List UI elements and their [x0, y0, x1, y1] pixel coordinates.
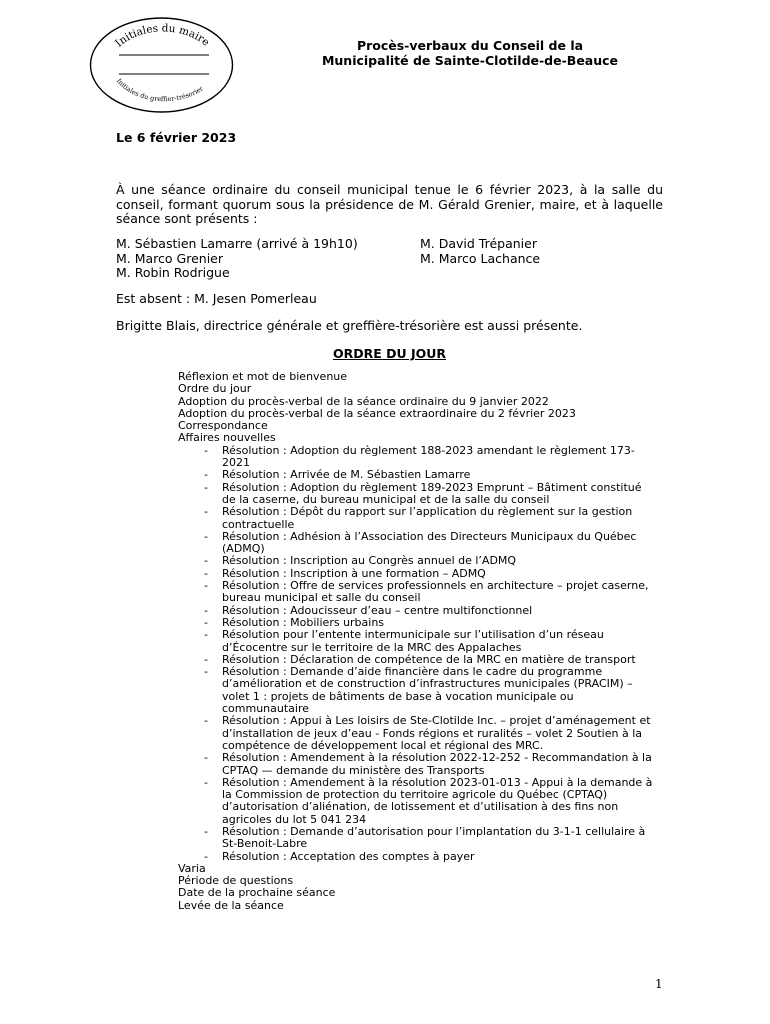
resolution-line: communautaire [222, 702, 310, 716]
agenda-item: Adoption du procès-verbal de la séance ordinaire du 9 janvier 2022 [178, 394, 549, 408]
bullet-dash: - [204, 775, 208, 789]
agenda-item: Ordre du jour [178, 382, 252, 396]
agenda-list [178, 371, 658, 912]
stamp-bottom-text: Initiales du greffier-trésorier [114, 77, 205, 104]
bullet-dash: - [204, 443, 208, 457]
resolution-line: de la caserne, du bureau municipal et de la salle du conseil [222, 492, 550, 506]
document-title [280, 38, 660, 68]
present-member: M. Sébastien Lamarre (arrivé à 19h10) [116, 236, 358, 251]
bullet-dash: - [204, 849, 208, 863]
agenda-resolution [178, 715, 658, 752]
page-number: 1 [655, 977, 663, 991]
resolution-line: Résolution : Mobiliers urbains [222, 615, 385, 629]
agenda-item: Levée de la séance [178, 898, 284, 912]
resolution-line: Résolution : Inscription à une formation – ADMQ [222, 566, 486, 580]
bullet-dash: - [204, 468, 208, 482]
resolution-line: Résolution : Adoption du règlement 188-2023 amendant le règlement 173- [222, 443, 635, 457]
resolution-line: compétence de développement local et régional des MRC. [222, 738, 544, 752]
resolution-line: Résolution : Adhésion à l’Association des Directeurs Municipaux du Québec [222, 529, 637, 543]
resolution-line: d’amélioration et de construction d’infrastructures municipales (PRACIM) – [222, 677, 633, 691]
bullet-dash: - [204, 579, 208, 593]
bullet-dash: - [204, 628, 208, 642]
agenda-title: ORDRE DU JOUR [332, 346, 447, 361]
agenda-resolution [178, 531, 658, 556]
meeting-date: Le 6 février 2023 [116, 130, 237, 145]
agenda-resolution [178, 469, 658, 481]
agenda-item: Adoption du procès-verbal de la séance extraordinaire du 2 février 2023 [178, 406, 576, 420]
resolution-line: Résolution : Amendement à la résolution 2022-12-252 - Recommandation à la [222, 751, 652, 765]
resolution-line: Résolution : Inscription au Congrès annuel de l’ADMQ [222, 554, 517, 568]
resolution-line: volet 1 : projets de bâtiments de base à vocation municipale ou [222, 689, 574, 703]
resolution-line: Résolution : Adoption du règlement 189-2023 Emprunt – Bâtiment constitué [222, 480, 642, 494]
resolution-line: Résolution pour l’entente intermunicipale sur l’utilisation d’un réseau [222, 628, 604, 642]
resolution-line: St-Benoit-Labre [222, 837, 308, 851]
resolution-line: (ADMQ) [222, 542, 265, 556]
resolution-line: Résolution : Acceptation des comptes à payer [222, 849, 475, 863]
agenda-resolution [178, 777, 658, 826]
agenda-item: Correspondance [178, 419, 268, 433]
absent-line: Est absent : M. Jesen Pomerleau [116, 291, 317, 306]
resolution-line: d’autorisation d’aliénation, de lotissement et d’utilisation à des fins non [222, 800, 619, 814]
resolution-line: contractuelle [222, 517, 295, 531]
initials-stamp [88, 15, 235, 115]
resolution-line: 2021 [222, 456, 250, 470]
agenda-resolution [178, 580, 658, 605]
present-member: M. David Trépanier [420, 236, 537, 251]
resolution-line: CPTAQ — demande du ministère des Transports [222, 763, 485, 777]
resolution-line: Résolution : Demande d’aide financière dans le cadre du programme [222, 665, 603, 679]
agenda-resolution [178, 752, 658, 777]
agenda-resolution [178, 629, 658, 654]
present-list-left [116, 237, 358, 281]
agenda-resolution [178, 482, 658, 507]
stamp-top-text: Initiales du maire [112, 22, 212, 50]
bullet-dash: - [204, 751, 208, 765]
agenda-item: Période de questions [178, 874, 294, 888]
resolution-line: Résolution : Appui à Les loisirs de Ste-Clotilde Inc. – projet d’aménagement et [222, 714, 651, 728]
agenda-item: Varia [178, 861, 206, 875]
intro-paragraph: À une séance ordinaire du conseil municipal tenue le 6 février 2023, à la salle du conseil, formant quorum sous la présidence de M. Gérald Grenier, maire, et à laquelle séance sont présents : [116, 182, 663, 226]
agenda-item: Réflexion et mot de bienvenue [178, 370, 348, 383]
present-member: M. Robin Rodrigue [116, 265, 230, 280]
agenda-item: Date de la prochaine séance [178, 886, 336, 900]
agenda-resolution [178, 851, 658, 863]
present-list-right [420, 237, 540, 266]
resolution-line: Résolution : Offre de services professionnels en architecture – projet caserne, [222, 579, 649, 593]
resolution-line: Résolution : Déclaration de compétence de la MRC en matière de transport [222, 652, 636, 666]
stamp-ellipse [88, 15, 235, 115]
title-line-2: Municipalité de Sainte-Clotilde-de-Beauce [321, 53, 619, 68]
agenda-resolution [178, 506, 658, 531]
present-member: M. Marco Grenier [116, 250, 224, 266]
bullet-dash: - [204, 824, 208, 838]
bullet-dash: - [204, 714, 208, 728]
agenda-resolution [178, 555, 658, 567]
bullet-dash: - [204, 652, 208, 666]
bullet-dash: - [204, 603, 208, 617]
resolution-line: d’installation de jeux d’eau - Fonds régions et ruralités – volet 2 Soutien à la [222, 726, 642, 740]
resolution-line: Résolution : Dépôt du rapport sur l’application du règlement sur la gestion [222, 505, 633, 519]
bullet-dash: - [204, 615, 208, 629]
bullet-dash: - [204, 566, 208, 580]
resolution-line: Résolution : Arrivée de M. Sébastien Lamarre [222, 468, 471, 482]
bullet-dash: - [204, 480, 208, 494]
bullet-dash: - [204, 505, 208, 519]
resolution-line: bureau municipal et salle du conseil [222, 591, 421, 605]
bullet-dash: - [204, 529, 208, 543]
resolution-line: d’Écocentre sur le territoire de la MRC des Appalaches [222, 640, 522, 654]
agenda-item: Affaires nouvelles [178, 431, 276, 445]
resolution-line: Résolution : Amendement à la résolution 2023-01-013 - Appui à la demande à [222, 775, 653, 789]
director-line: Brigitte Blais, directrice générale et greffière-trésorière est aussi présente. [116, 318, 583, 333]
resolution-line: Résolution : Demande d’autorisation pour l’implantation du 3-1-1 cellulaire à [222, 824, 646, 838]
bullet-dash: - [204, 554, 208, 568]
agenda-resolution [178, 666, 658, 715]
present-member: M. Marco Lachance [420, 250, 541, 266]
bullet-dash: - [204, 665, 208, 679]
resolution-line: la Commission de protection du territoire agricole du Québec (CPTAQ) [222, 788, 608, 802]
title-line-1: Procès-verbaux du Conseil de la [356, 38, 584, 53]
resolution-line: Résolution : Adoucisseur d’eau – centre multifonctionnel [222, 603, 533, 617]
agenda-resolution [178, 826, 658, 851]
resolution-line: agricoles du lot 5 041 234 [222, 812, 367, 826]
agenda-resolution [178, 445, 658, 470]
